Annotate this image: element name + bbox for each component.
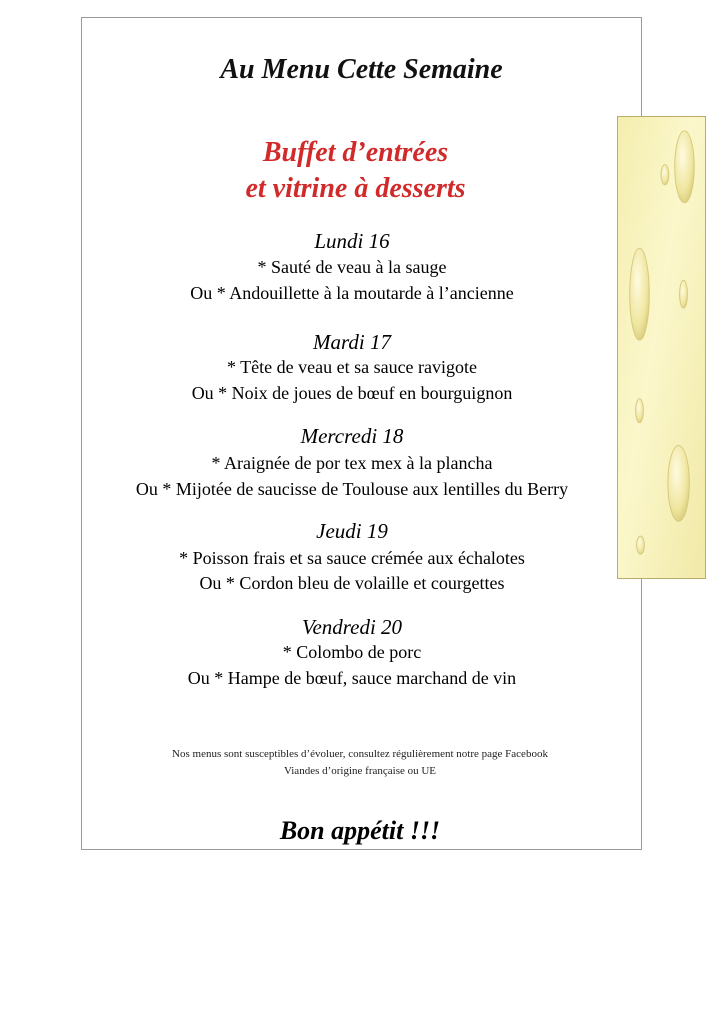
day-heading-tuesday: Mardi 17 [313, 330, 391, 354]
buffet-line-1: Buffet d’entrées [262, 137, 449, 168]
day-heading-friday: Vendredi 20 [301, 615, 403, 639]
dish-tuesday-2: Ou * Noix de joues de bœuf en bourguignon [191, 383, 513, 403]
dish-thursday-2: Ou * Cordon bleu de volaille et courgettes [199, 573, 505, 593]
day-heading-thursday: Jeudi 19 [316, 519, 388, 543]
closing-greeting: Bon appétit !!! [279, 816, 441, 845]
dish-monday-1: * Sauté de veau à la sauge [257, 257, 447, 277]
dish-thursday-1: * Poisson frais et sa sauce crémée aux échalotes [179, 548, 525, 568]
dish-friday-1: * Colombo de porc [282, 642, 422, 662]
dish-monday-2: Ou * Andouillette à la moutarde à l’ancienne [190, 283, 514, 303]
dish-wednesday-2: Ou * Mijotée de saucisse de Toulouse aux lentilles du Berry [135, 479, 569, 499]
dish-wednesday-1: * Araignée de por tex mex à la plancha [211, 453, 493, 473]
buffet-heading [81, 135, 630, 207]
day-heading-monday: Lundi 16 [314, 229, 390, 253]
buffet-line-2: et vitrine à desserts [245, 173, 466, 204]
day-heading-wednesday: Mercredi 18 [300, 424, 404, 448]
menu-change-note: Nos menus sont susceptibles d’évoluer, consultez régulièrement notre page Facebook [172, 748, 548, 760]
menu-title: Au Menu Cette Semaine [220, 54, 503, 85]
dish-tuesday-1: * Tête de veau et sa sauce ravigote [226, 357, 478, 377]
dish-friday-2: Ou * Hampe de bœuf, sauce marchand de vin [187, 668, 517, 688]
meat-origin-note: Viandes d’origine française ou UE [283, 765, 437, 777]
